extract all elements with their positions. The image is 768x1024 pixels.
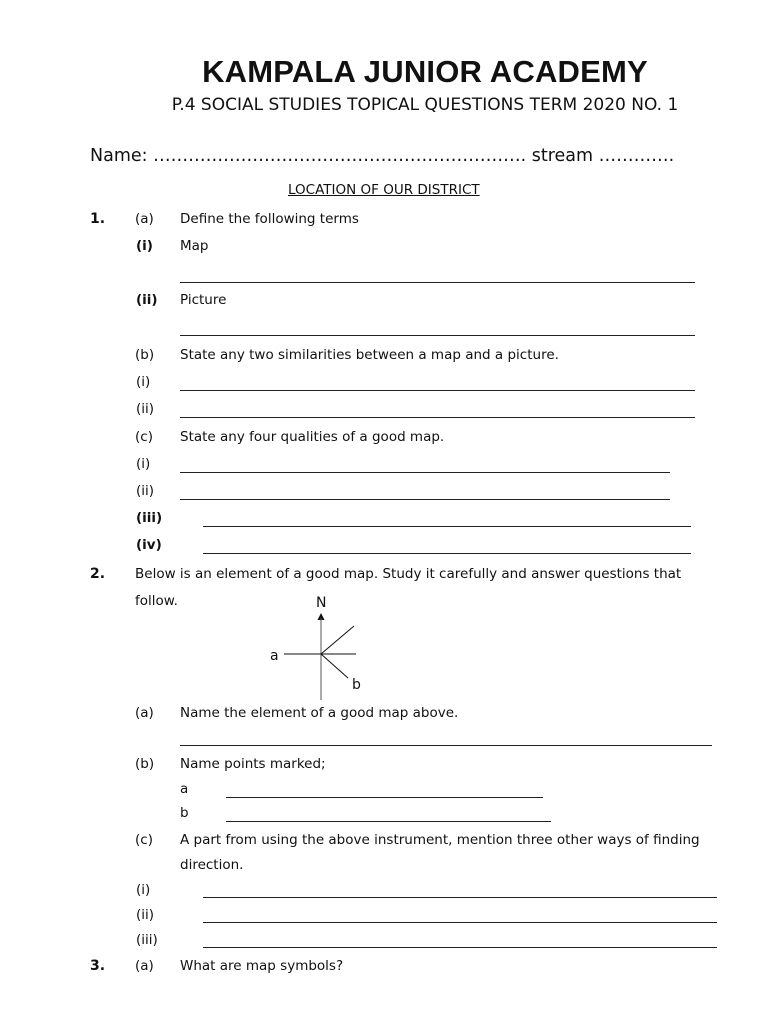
answer-line: [203, 947, 717, 948]
question-text: State any four qualities of a good map.: [180, 429, 445, 445]
answer-line: [180, 390, 695, 391]
question-text: A part from using the above instrument, mention three other ways of finding: [180, 832, 700, 848]
point-a-label: a: [270, 648, 279, 664]
part-label: (c): [135, 429, 153, 445]
northeast-line: [321, 626, 354, 654]
answer-line: [203, 897, 717, 898]
question-text: direction.: [180, 857, 244, 873]
answer-line: [180, 282, 695, 283]
question-text: Define the following terms: [180, 211, 359, 227]
answer-line: [203, 922, 717, 923]
sub-label: (ii): [136, 401, 155, 417]
school-title: KAMPALA JUNIOR ACADEMY: [202, 54, 648, 89]
question-text: Name points marked;: [180, 756, 326, 772]
paper-subtitle: P.4 SOCIAL STUDIES TOPICAL QUESTIONS TERM 2020 NO. 1: [171, 95, 679, 115]
part-label: (a): [135, 705, 154, 721]
answer-line: [226, 797, 543, 798]
sub-label: (i): [136, 374, 151, 390]
answer-line: [180, 499, 670, 500]
name-stream-line: Name: ………………………………………………………. stream ………….: [90, 146, 675, 166]
term-text: Picture: [180, 292, 227, 308]
question-text: Name the element of a good map above.: [180, 705, 459, 721]
question-text: follow.: [135, 593, 178, 609]
question-number: 1.: [90, 211, 106, 227]
part-label: (a): [135, 211, 154, 227]
point-b-label: b: [352, 677, 361, 693]
question-text: Below is an element of a good map. Study it carefully and answer questions that: [135, 566, 682, 582]
point-label: a: [180, 781, 189, 797]
question-text: State any two similarities between a map and a picture.: [180, 347, 559, 363]
north-label: N: [316, 595, 327, 611]
sub-label: (i): [136, 882, 151, 898]
answer-line: [180, 472, 670, 473]
answer-line: [180, 335, 695, 336]
term-text: Map: [180, 238, 209, 254]
part-label: (c): [135, 832, 153, 848]
question-number: 3.: [90, 958, 106, 974]
sub-label: (ii): [136, 907, 155, 923]
answer-line: [180, 745, 712, 746]
part-label: (b): [135, 756, 155, 772]
answer-line: [226, 821, 551, 822]
point-label: b: [180, 805, 189, 821]
answer-line: [203, 553, 691, 554]
section-title: LOCATION OF OUR DISTRICT: [288, 182, 480, 198]
part-label: (b): [135, 347, 155, 363]
compass-diagram: [250, 588, 390, 703]
sub-label: (ii): [136, 483, 155, 499]
southeast-line: [321, 654, 348, 678]
sub-label: (iii): [136, 510, 163, 526]
sub-label: (iv): [136, 537, 162, 553]
question-number: 2.: [90, 566, 106, 582]
sub-label: (i): [136, 456, 151, 472]
sub-label: (iii): [136, 932, 158, 948]
question-text: What are map symbols?: [180, 958, 344, 974]
answer-line: [180, 417, 695, 418]
part-label: (a): [135, 958, 154, 974]
answer-line: [203, 526, 691, 527]
sub-label: (ii): [136, 292, 158, 308]
sub-label: (i): [136, 238, 153, 254]
